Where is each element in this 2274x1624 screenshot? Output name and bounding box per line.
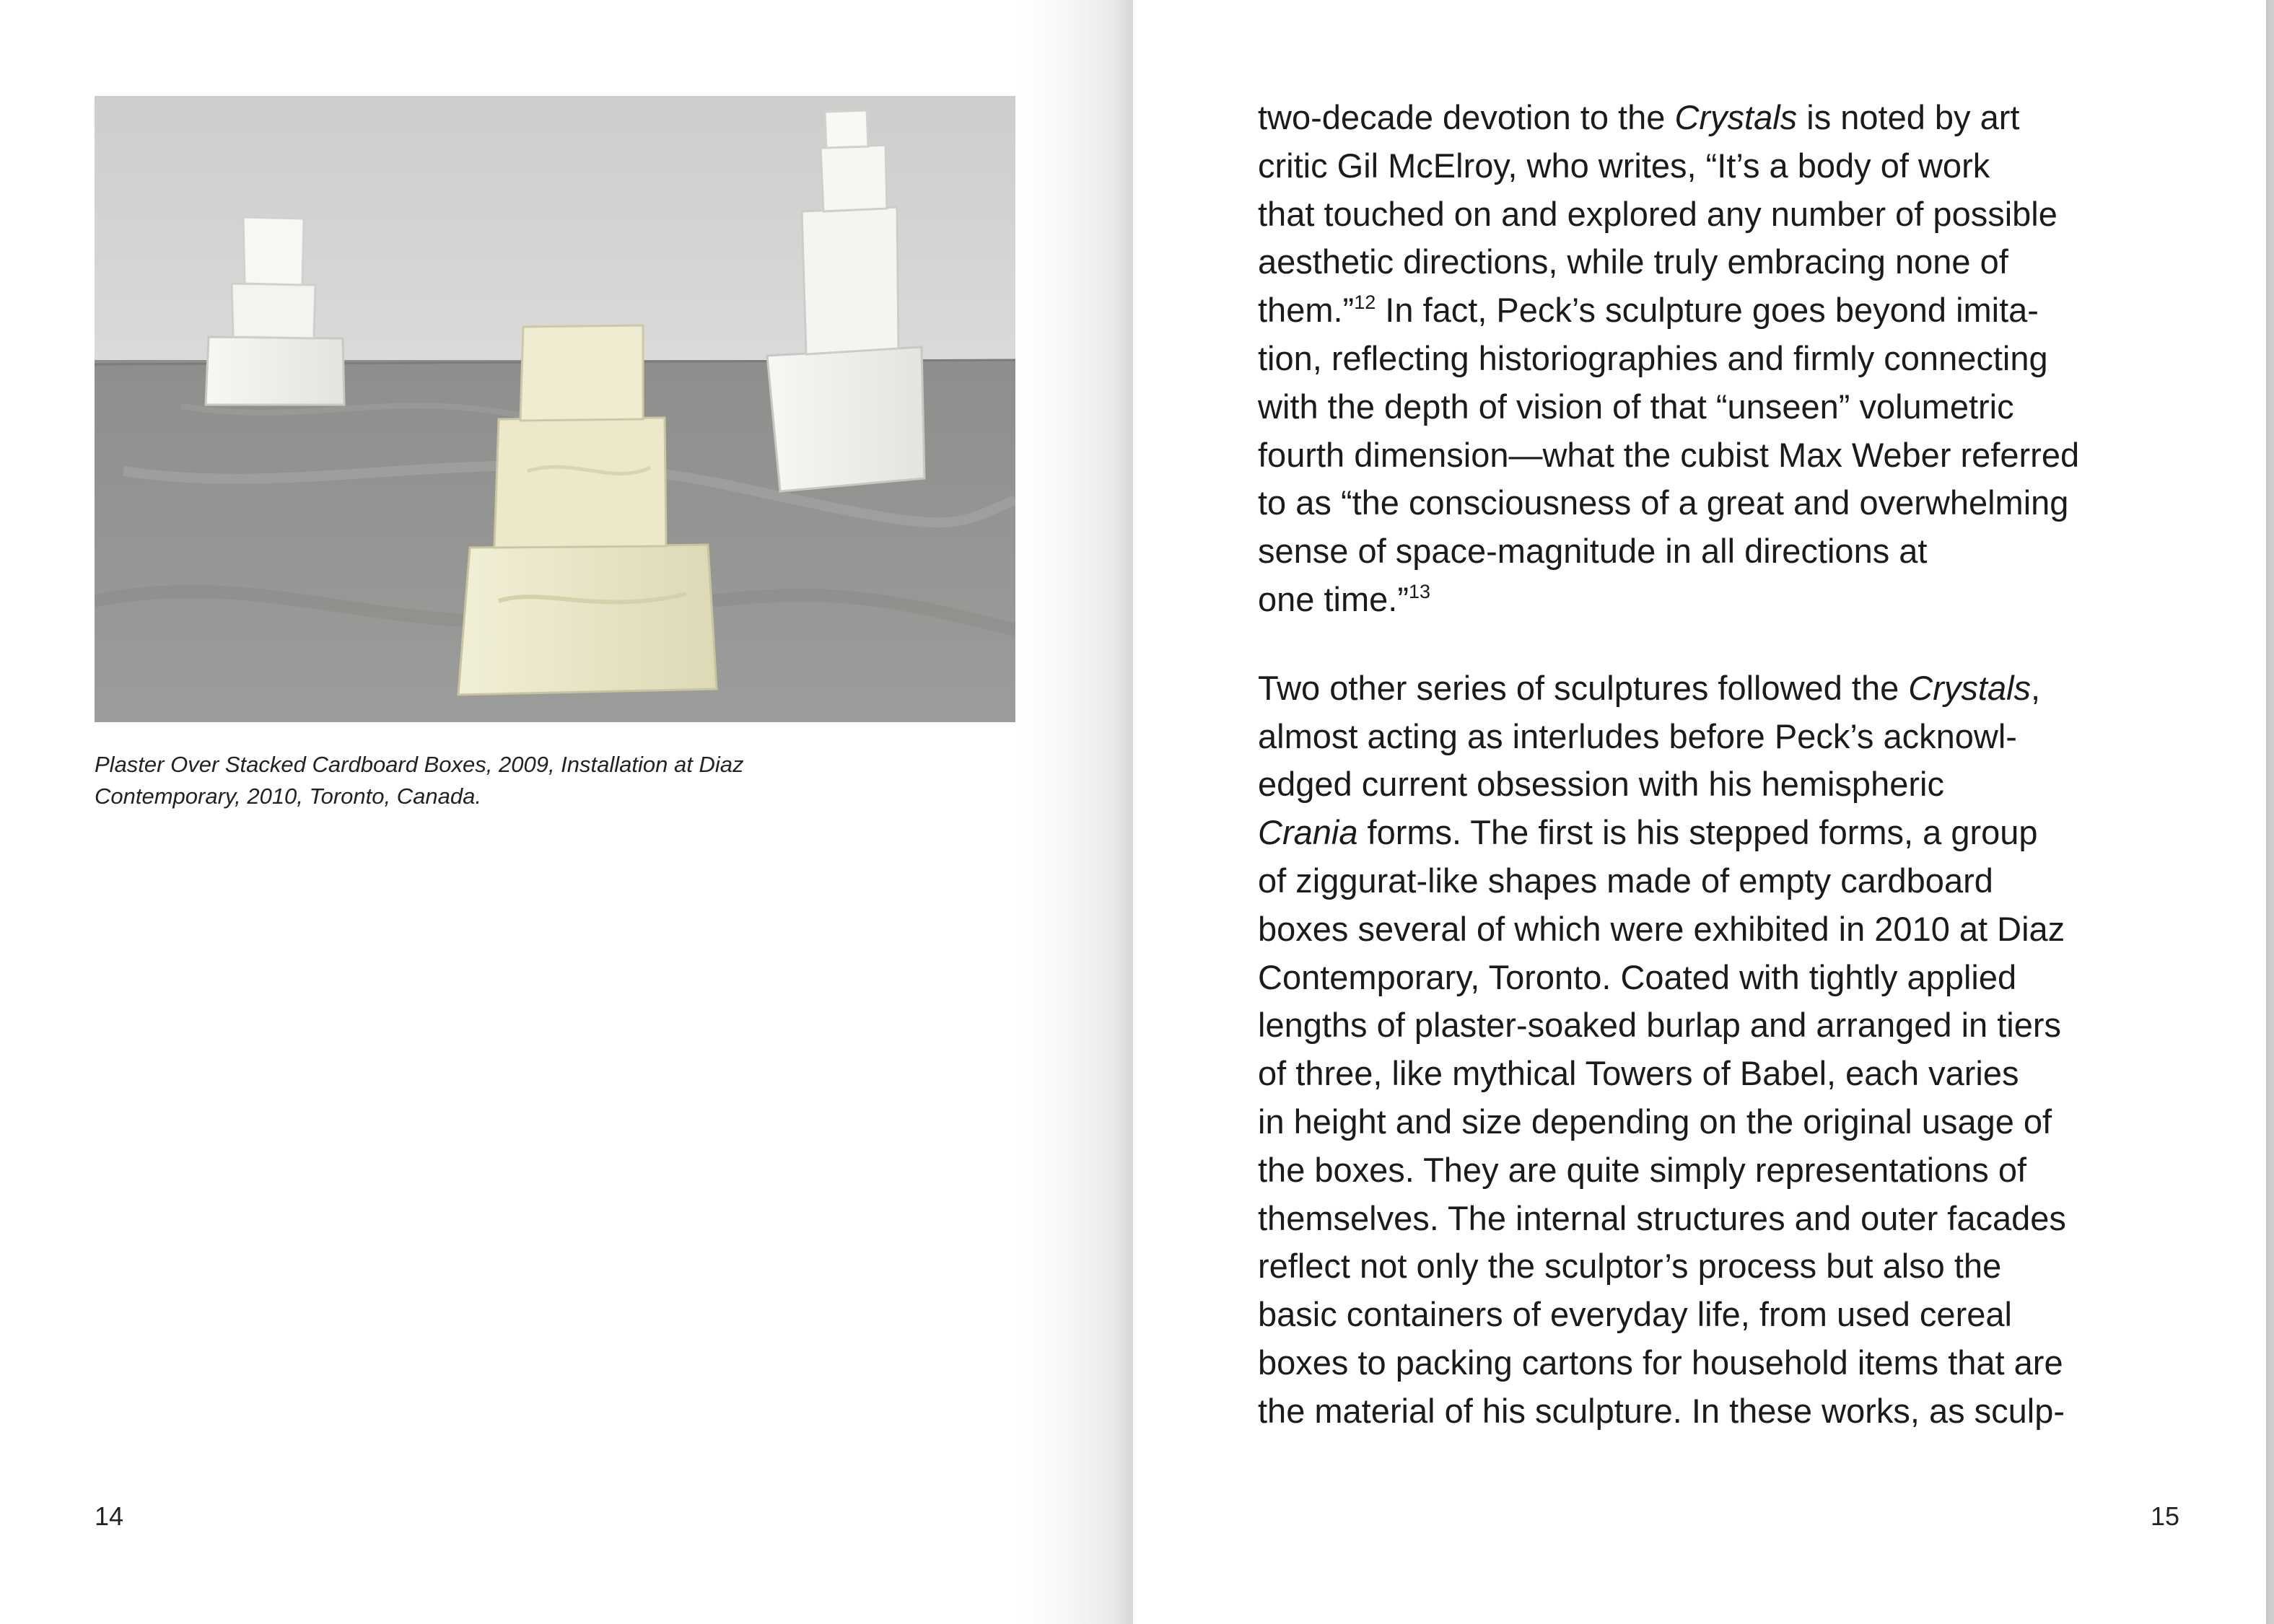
text-line: almost acting as interludes before Peck’s acknowl-	[1258, 716, 2017, 755]
text-line: sense of space-magnitude in all directions at	[1258, 532, 1928, 571]
text-line: edged current obsession with his hemispheric	[1258, 765, 1944, 804]
paragraph-1	[1258, 94, 2196, 624]
italic-title: Crystals	[1908, 668, 2032, 707]
text-line: lengths of plaster-soaked burlap and arranged in tiers	[1258, 1006, 2062, 1045]
text-line: basic containers of everyday life, from used cereal	[1258, 1295, 2012, 1334]
text-span: Two other series of sculptures followed the	[1258, 668, 1909, 707]
text-span: two-decade devotion to the	[1258, 98, 1675, 136]
text-line: boxes to packing cartons for household items that are	[1258, 1343, 2063, 1382]
text-span: forms. The first is his stepped forms, a group	[1357, 813, 2038, 852]
text-line	[1258, 809, 2196, 857]
text-line: reflect not only the sculptor’s process but also the	[1258, 1247, 2002, 1286]
gutter-shadow-right	[2266, 0, 2274, 1624]
text-line: critic Gil McElroy, who writes, “It’s a body of work	[1258, 146, 1990, 185]
caption-line: Contemporary, 2010, Toronto, Canada.	[95, 784, 481, 809]
text-line: of ziggurat-like shapes made of empty cardboard	[1258, 861, 1993, 900]
text-line: the material of his sculpture. In these works, as sculp-	[1258, 1391, 2065, 1430]
text-line: to as “the consciousness of a great and overwhelming	[1258, 483, 2069, 522]
text-span: In fact, Peck’s sculpture goes beyond imita-	[1376, 291, 2039, 330]
sculpture-photo	[95, 96, 1015, 722]
italic-title: Crystals	[1674, 98, 1798, 136]
text-line: of three, like mythical Towers of Babel, each varies	[1258, 1054, 2019, 1093]
body-text	[1258, 94, 2196, 1436]
text-line: in height and size depending on the original usage of	[1258, 1102, 2052, 1141]
text-line: aesthetic directions, while truly embracing none of	[1258, 242, 2008, 281]
text-line: with the depth of vision of that “unseen” volumetric	[1258, 387, 2014, 426]
text-line: fourth dimension—what the cubist Max Weber referred	[1258, 435, 2080, 474]
gutter-shadow-left	[1018, 0, 1133, 1624]
text-span: them.”	[1258, 291, 1355, 330]
text-span: one time.”	[1258, 579, 1409, 618]
photo-caption	[95, 749, 903, 812]
text-line	[1258, 286, 2196, 335]
page-number-right: 15	[2151, 1501, 2180, 1531]
text-line: boxes several of which were exhibited in 2010 at Diaz	[1258, 909, 2065, 948]
text-line	[1258, 576, 2196, 624]
text-span: is noted by art	[1797, 98, 2020, 136]
page-number-left: 14	[95, 1501, 124, 1531]
text-line	[1258, 94, 2196, 142]
text-line: that touched on and explored any number of possible	[1258, 194, 2057, 233]
text-line: Contemporary, Toronto. Coated with tightly applied	[1258, 957, 2017, 996]
caption-line: Plaster Over Stacked Cardboard Boxes, 2009, Installation at Diaz	[95, 752, 744, 777]
footnote-ref: 12	[1354, 291, 1376, 314]
text-line: the boxes. They are quite simply representations of	[1258, 1150, 2027, 1189]
paragraph-2	[1258, 664, 2196, 1436]
text-line: tion, reflecting historiographies and firmly connecting	[1258, 338, 2048, 377]
italic-title: Crania	[1258, 813, 1358, 852]
footnote-ref: 13	[1408, 580, 1431, 602]
text-line: themselves. The internal structures and outer facades	[1258, 1198, 2066, 1237]
left-page	[0, 0, 1133, 1624]
text-line	[1258, 664, 2196, 713]
text-span: ,	[2031, 668, 2041, 707]
